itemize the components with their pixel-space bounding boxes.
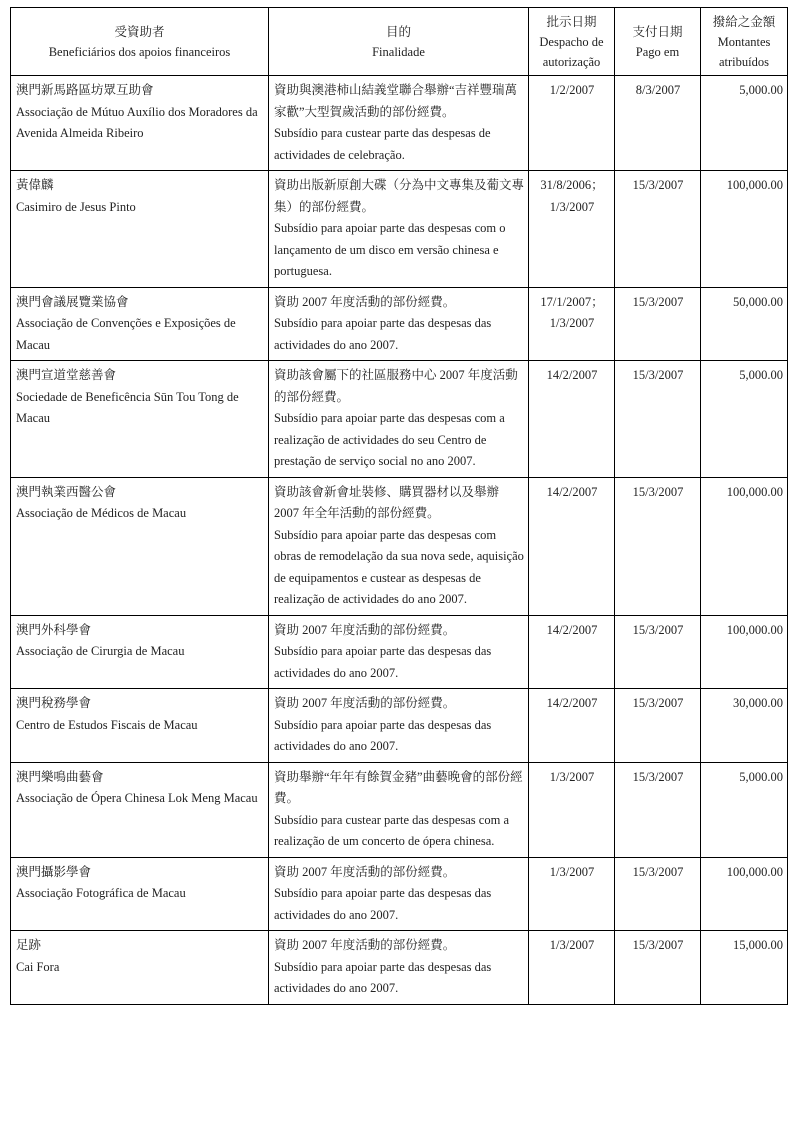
table-row — [11, 76, 788, 171]
beneficiary-cell — [11, 615, 269, 689]
purpose-zh: 資助舉辦“年年有餘賀金豬”曲藝晚會的部份經費。 — [274, 769, 523, 805]
table-row — [11, 931, 788, 1005]
purpose-zh: 資助 2007 年度活動的部份經費。 — [274, 938, 456, 952]
beneficiary-name-pt: Associação de Cirurgia de Macau — [16, 644, 185, 658]
amount-value: 15,000.00 — [733, 938, 783, 952]
header-purpose-pt: Finalidade — [372, 44, 425, 59]
grants-table — [10, 7, 788, 1005]
approval-date: 31/8/2006； — [540, 178, 604, 192]
beneficiary-name-zh: 足跡 — [16, 938, 42, 952]
approval-date-cell — [529, 689, 615, 763]
purpose-pt: Subsídio para apoiar parte das despesas com obras de remodelação da sua nova sede, aquisição de equipamentos e custear as despesas de realização de actividades do ano 2007. — [274, 527, 524, 606]
payment-date-cell — [615, 76, 701, 171]
payment-date: 8/3/2007 — [635, 83, 681, 97]
amount-cell — [701, 762, 788, 857]
approval-date: 14/2/2007 — [546, 368, 598, 382]
table-row — [11, 287, 788, 361]
header-approval — [529, 8, 615, 76]
header-payment-zh: 支付日期 — [632, 24, 683, 39]
beneficiary-cell — [11, 931, 269, 1005]
payment-date: 15/3/2007 — [632, 368, 684, 382]
amount-value: 100,000.00 — [726, 622, 783, 637]
amount-cell — [701, 171, 788, 288]
header-amount-pt1: Montantes — [717, 34, 771, 49]
amount-value: 5,000.00 — [739, 83, 783, 97]
amount-value: 5,000.00 — [739, 769, 783, 784]
beneficiary-cell — [11, 76, 269, 171]
purpose-cell — [269, 287, 529, 361]
approval-date-cell — [529, 477, 615, 615]
table-row — [11, 477, 788, 615]
purpose-cell — [269, 615, 529, 689]
approval-date: 1/3/2007 — [549, 938, 595, 952]
header-row — [11, 8, 788, 76]
table-row — [11, 171, 788, 288]
beneficiary-name-zh: 澳門攝影學會 — [16, 864, 92, 879]
beneficiary-cell — [11, 689, 269, 763]
purpose-cell — [269, 931, 529, 1005]
approval-date: 1/3/2007 — [549, 316, 595, 330]
purpose-cell — [269, 477, 529, 615]
header-approval-zh: 批示日期 — [546, 14, 597, 29]
purpose-cell — [269, 857, 529, 931]
beneficiary-cell — [11, 361, 269, 478]
purpose-zh: 資助該會屬下的社區服務中心 2007 年度活動的部份經費。 — [274, 368, 518, 404]
approval-date: 17/1/2007； — [540, 294, 604, 309]
purpose-zh: 資助 2007 年度活動的部份經費。 — [274, 696, 456, 710]
beneficiary-name-pt: Casimiro de Jesus Pinto — [16, 199, 136, 214]
purpose-pt: Subsídio para apoiar parte das despesas das actividades do ano 2007. — [274, 316, 492, 352]
approval-date: 1/3/2007 — [549, 864, 595, 879]
header-beneficiary-zh: 受資助者 — [114, 24, 165, 39]
table-row — [11, 689, 788, 763]
beneficiary-name-zh: 澳門稅務學會 — [16, 696, 92, 710]
amount-cell — [701, 287, 788, 361]
payment-date: 15/3/2007 — [632, 769, 684, 784]
beneficiary-name-pt: Associação de Mútuo Auxílio dos Moradores da Avenida Almeida Ribeiro — [16, 104, 258, 140]
purpose-zh: 資助出版新原創大碟（分為中文專集及葡文專集）的部份經費。 — [274, 178, 525, 214]
purpose-zh: 資助該會新會址裝修、購買器材以及舉辦 2007 年全年活動的部份經費。 — [274, 484, 500, 520]
payment-date: 15/3/2007 — [632, 864, 684, 879]
purpose-pt: Subsídio para custear parte das despesas com a realização de um concerto de ópera chinesa. — [274, 812, 509, 848]
approval-date-cell — [529, 931, 615, 1005]
approval-date-cell — [529, 287, 615, 361]
purpose-cell — [269, 361, 529, 478]
header-beneficiary-pt: Beneficiários dos apoios financeiros — [48, 44, 231, 59]
beneficiary-name-zh: 澳門新馬路區坊眾互助會 — [16, 83, 154, 97]
approval-date: 14/2/2007 — [546, 622, 598, 637]
beneficiary-name-pt: Sociedade de Beneficência Sūn Tou Tong de Macau — [16, 389, 239, 425]
purpose-pt: Subsídio para custear parte das despesas de actividades de celebração. — [274, 126, 491, 162]
beneficiary-name-zh: 澳門會議展覽業協會 — [16, 294, 129, 309]
amount-cell — [701, 689, 788, 763]
grant-rows — [11, 76, 788, 1005]
approval-date: 1/3/2007 — [549, 769, 595, 784]
amount-cell — [701, 361, 788, 478]
header-beneficiary — [11, 8, 269, 76]
purpose-zh: 資助 2007 年度活動的部份經費。 — [274, 294, 456, 309]
purpose-pt: Subsídio para apoiar parte das despesas com o lançamento de um disco em versão chinesa e portuguesa. — [274, 221, 506, 278]
beneficiary-name-zh: 澳門執業西醫公會 — [16, 484, 117, 499]
beneficiary-name-pt: Associação Fotográfica de Macau — [16, 886, 186, 900]
amount-value: 100,000.00 — [726, 864, 783, 879]
amount-value: 5,000.00 — [739, 368, 783, 382]
amount-value: 100,000.00 — [726, 484, 783, 499]
beneficiary-name-pt: Centro de Estudos Fiscais de Macau — [16, 717, 198, 732]
beneficiary-name-zh: 澳門宣道堂慈善會 — [16, 368, 117, 382]
payment-date-cell — [615, 689, 701, 763]
header-purpose — [269, 8, 529, 76]
beneficiary-name-pt: Associação de Ópera Chinesa Lok Meng Macau — [16, 791, 258, 805]
amount-cell — [701, 477, 788, 615]
beneficiary-cell — [11, 171, 269, 288]
header-amount — [701, 8, 788, 76]
purpose-zh: 資助 2007 年度活動的部份經費。 — [274, 864, 456, 879]
beneficiary-name-zh: 澳門外科學會 — [16, 622, 92, 637]
header-amount-pt2: atribuídos — [719, 54, 769, 69]
amount-cell — [701, 931, 788, 1005]
beneficiary-cell — [11, 857, 269, 931]
beneficiary-name-pt: Associação de Convenções e Exposições de Macau — [16, 316, 236, 352]
approval-date-cell — [529, 171, 615, 288]
payment-date-cell — [615, 287, 701, 361]
table-row — [11, 857, 788, 931]
header-approval-pt1: Despacho de — [539, 34, 604, 49]
amount-cell — [701, 76, 788, 171]
purpose-cell — [269, 689, 529, 763]
purpose-pt: Subsídio para apoiar parte das despesas das actividades do ano 2007. — [274, 644, 492, 680]
beneficiary-name-pt: Cai Fora — [16, 959, 60, 974]
payment-date: 15/3/2007 — [632, 622, 684, 637]
beneficiary-name-pt: Associação de Médicos de Macau — [16, 506, 187, 520]
purpose-cell — [269, 762, 529, 857]
amount-value: 100,000.00 — [726, 178, 783, 192]
approval-date-cell — [529, 857, 615, 931]
amount-value: 50,000.00 — [733, 294, 783, 309]
approval-date-cell — [529, 615, 615, 689]
approval-date: 14/2/2007 — [546, 696, 598, 710]
beneficiary-cell — [11, 287, 269, 361]
beneficiary-name-zh: 黃偉麟 — [16, 178, 54, 192]
approval-date-cell — [529, 76, 615, 171]
payment-date-cell — [615, 171, 701, 288]
payment-date: 15/3/2007 — [632, 484, 684, 499]
beneficiary-cell — [11, 477, 269, 615]
approval-date: 1/3/2007 — [549, 199, 595, 214]
header-approval-pt2: autorização — [542, 54, 601, 69]
table-row — [11, 361, 788, 478]
payment-date-cell — [615, 931, 701, 1005]
payment-date-cell — [615, 857, 701, 931]
approval-date-cell — [529, 762, 615, 857]
beneficiary-name-zh: 澳門樂鳴曲藝會 — [16, 769, 104, 784]
purpose-zh: 資助與澳港柿山結義堂聯合舉辦“吉祥豐瑞萬家歡”大型賀歲活動的部份經費。 — [274, 83, 518, 119]
purpose-pt: Subsídio para apoiar parte das despesas das actividades do ano 2007. — [274, 717, 492, 753]
table-row — [11, 615, 788, 689]
beneficiary-cell — [11, 762, 269, 857]
purpose-cell — [269, 76, 529, 171]
purpose-pt: Subsídio para apoiar parte das despesas com a realização de actividades do seu Centro de prestação de serviço social no ano 2007. — [274, 411, 505, 468]
approval-date: 1/2/2007 — [549, 83, 595, 97]
purpose-pt: Subsídio para apoiar parte das despesas das actividades do ano 2007. — [274, 886, 492, 922]
payment-date: 15/3/2007 — [632, 178, 684, 192]
purpose-cell — [269, 171, 529, 288]
header-amount-zh: 撥給之金額 — [712, 14, 776, 29]
amount-cell — [701, 857, 788, 931]
amount-value: 30,000.00 — [733, 696, 783, 710]
purpose-pt: Subsídio para apoiar parte das despesas das actividades do ano 2007. — [274, 959, 492, 995]
payment-date-cell — [615, 361, 701, 478]
table-row — [11, 762, 788, 857]
payment-date: 15/3/2007 — [632, 294, 684, 309]
payment-date: 15/3/2007 — [632, 938, 684, 952]
amount-cell — [701, 615, 788, 689]
payment-date-cell — [615, 762, 701, 857]
purpose-zh: 資助 2007 年度活動的部份經費。 — [274, 622, 456, 637]
approval-date: 14/2/2007 — [546, 484, 598, 499]
payment-date: 15/3/2007 — [632, 696, 684, 710]
header-payment-pt: Pago em — [635, 44, 680, 59]
header-purpose-zh: 目的 — [385, 24, 411, 39]
payment-date-cell — [615, 477, 701, 615]
approval-date-cell — [529, 361, 615, 478]
header-payment — [615, 8, 701, 76]
payment-date-cell — [615, 615, 701, 689]
